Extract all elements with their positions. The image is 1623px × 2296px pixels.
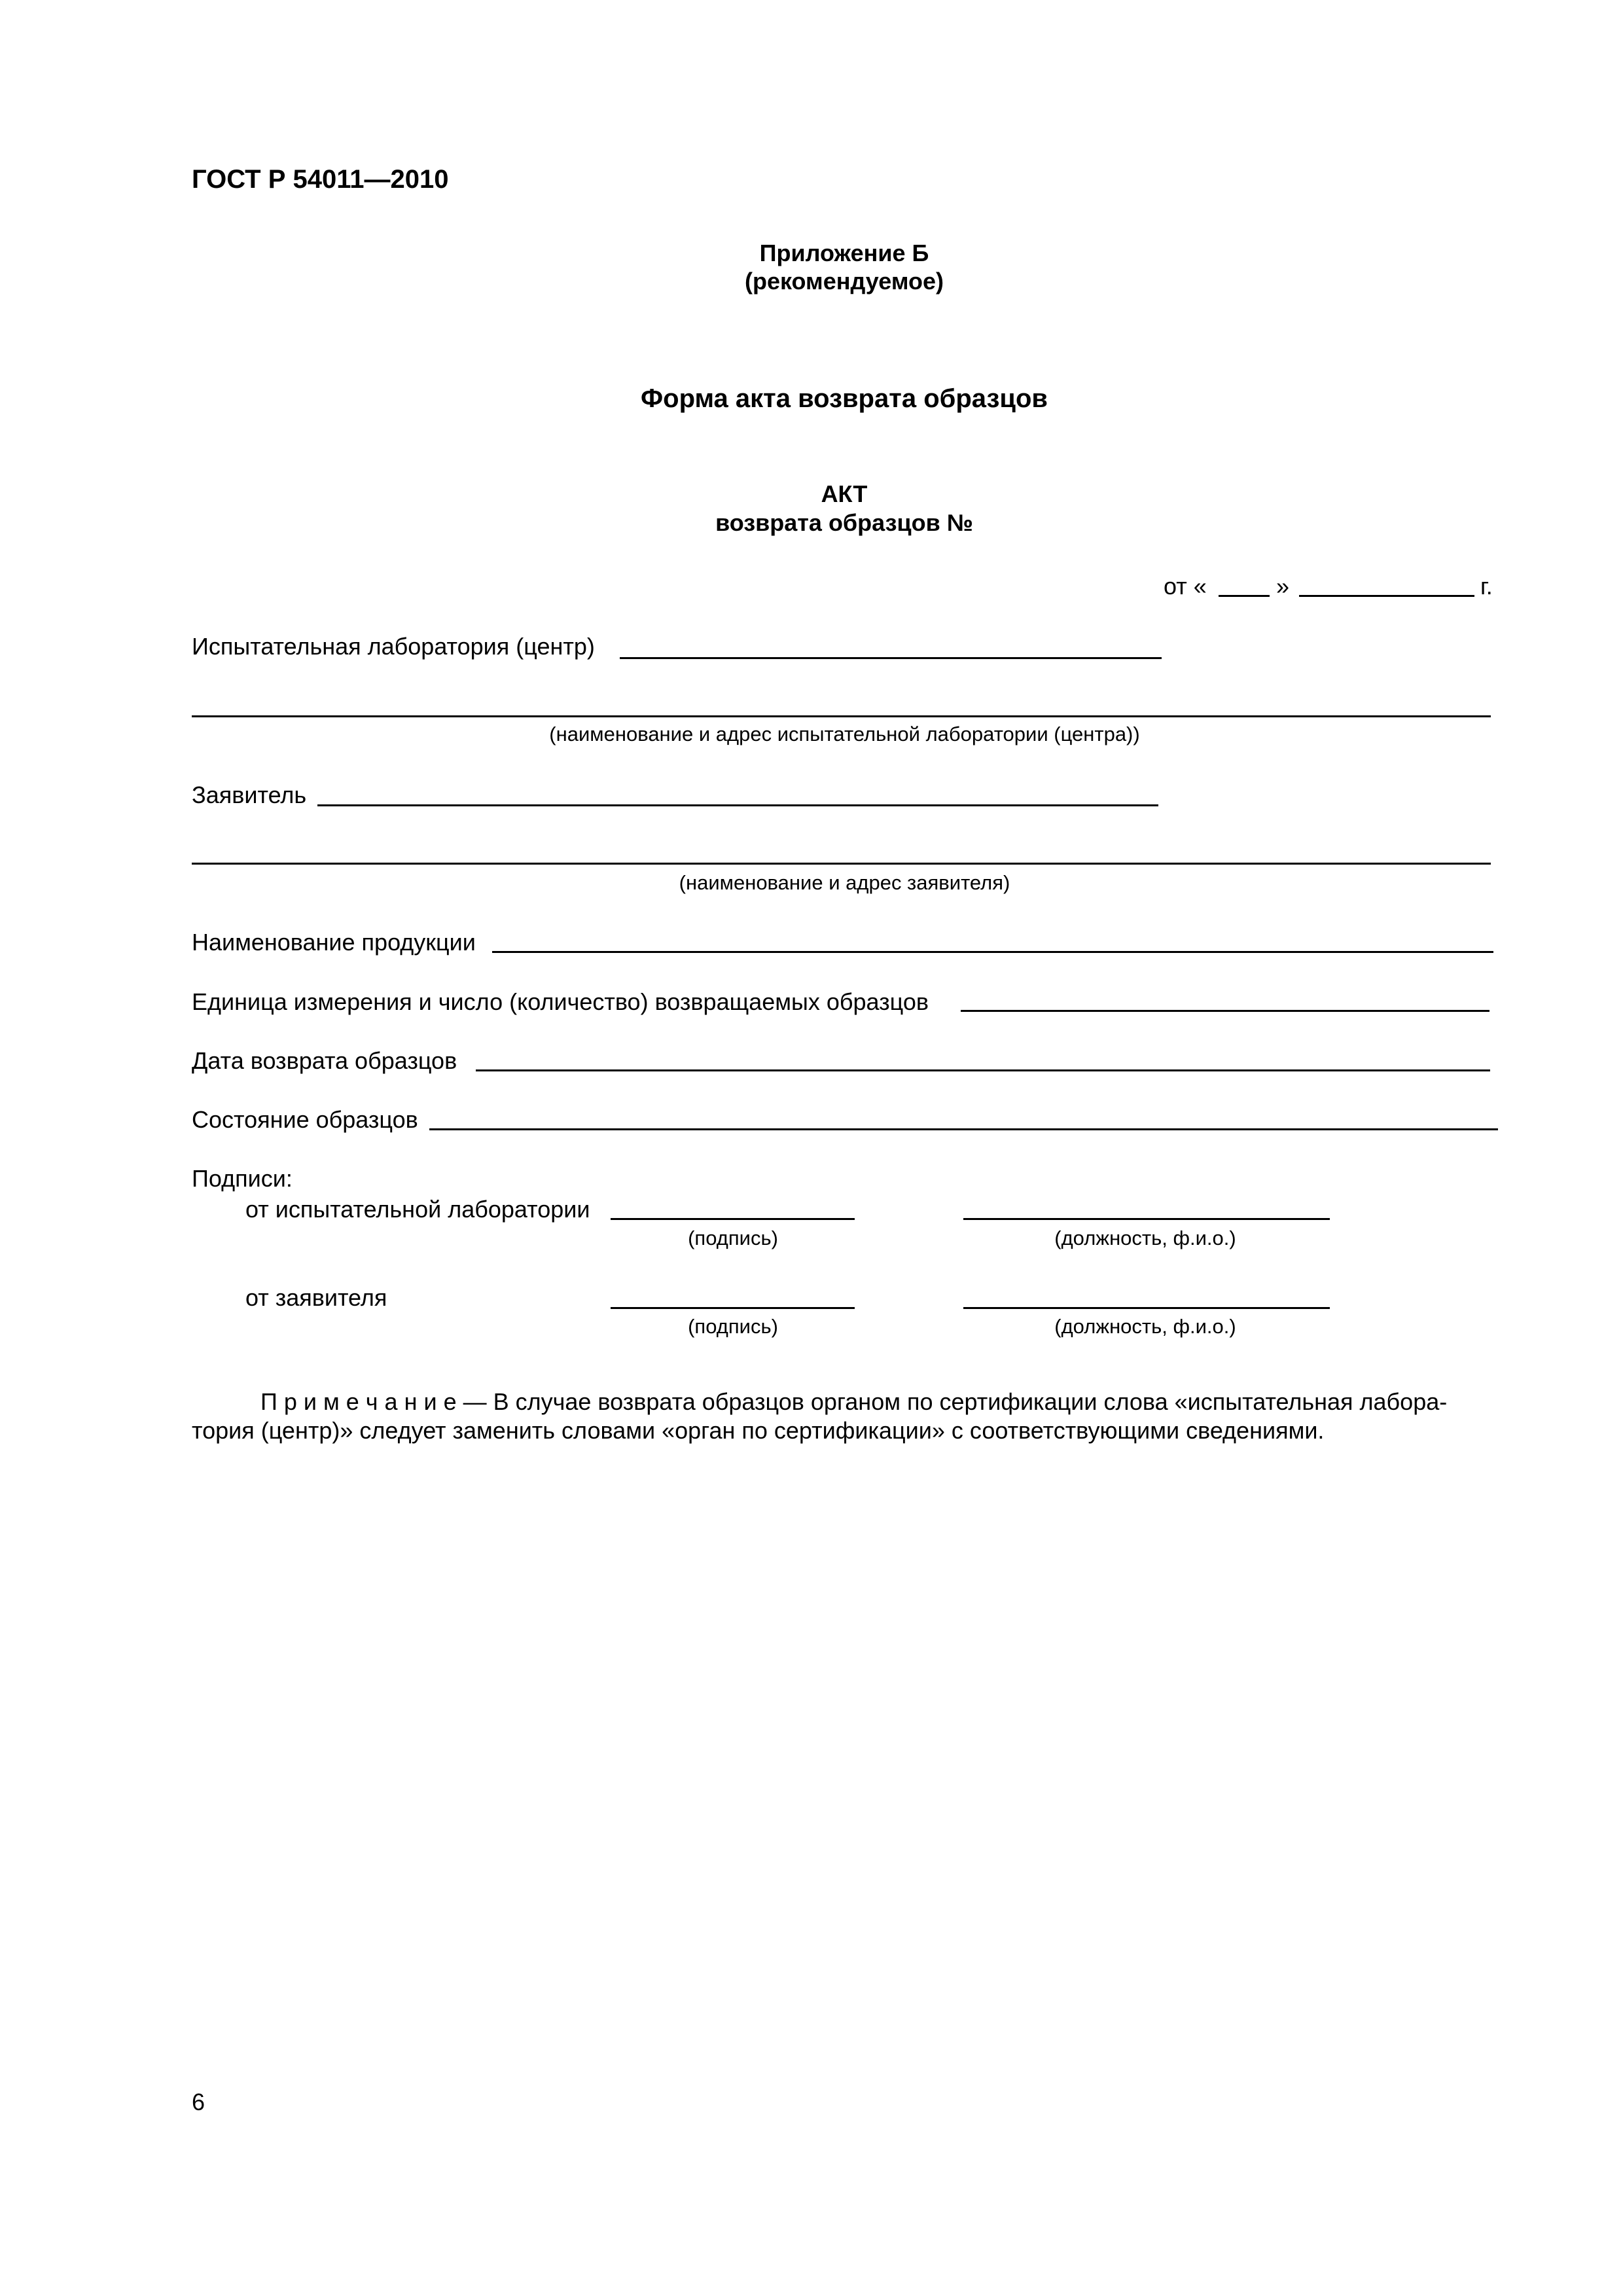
date-mid: » (1276, 573, 1290, 600)
applicant-field[interactable] (317, 804, 1158, 806)
sign-applicant-label: от заявителя (245, 1284, 387, 1311)
sign-lab-position-caption: (должность, ф.и.о.) (1054, 1227, 1236, 1249)
sign-applicant-position-caption: (должность, ф.и.о.) (1054, 1315, 1236, 1338)
date-suffix: г. (1480, 573, 1493, 600)
sign-lab-signature-field[interactable] (611, 1218, 855, 1220)
form-title: Форма акта возврата образцов (641, 384, 1048, 413)
date-day-field[interactable] (1219, 595, 1270, 597)
lab-field[interactable] (620, 657, 1162, 659)
units-field[interactable] (961, 1010, 1489, 1012)
return-date-field[interactable] (476, 1069, 1490, 1071)
sign-lab-position-field[interactable] (963, 1218, 1330, 1220)
date-prefix: от « (1164, 573, 1207, 600)
sign-applicant-signature-field[interactable] (611, 1307, 855, 1309)
condition-field[interactable] (429, 1128, 1498, 1130)
appendix-status: (рекомендуемое) (745, 268, 944, 295)
units-label: Единица измерения и число (количество) возвращаемых образцов (192, 988, 929, 1015)
note-block (192, 1388, 1494, 1445)
note-text-1: В случае возврата образцов органом по сертификации слова «испытательная лабора- (493, 1388, 1448, 1415)
condition-label: Состояние образцов (192, 1106, 418, 1133)
signatures-heading: Подписи: (192, 1165, 293, 1192)
standard-designation: ГОСТ Р 54011—2010 (192, 165, 449, 194)
act-subtitle: возврата образцов № (715, 509, 973, 536)
product-label: Наименование продукции (192, 929, 476, 956)
date-month-field[interactable] (1299, 595, 1474, 597)
lab-caption: (наименование и адрес испытательной лаборатории (центра)) (549, 723, 1140, 745)
lab-address-field[interactable] (192, 715, 1491, 717)
applicant-address-field[interactable] (192, 863, 1491, 865)
sign-applicant-signature-caption: (подпись) (688, 1315, 778, 1338)
act-title: АКТ (821, 480, 868, 507)
sign-applicant-position-field[interactable] (963, 1307, 1330, 1309)
sign-lab-signature-caption: (подпись) (688, 1227, 778, 1249)
lab-label: Испытательная лаборатория (центр) (192, 633, 595, 660)
appendix-title: Приложение Б (759, 240, 929, 266)
applicant-label: Заявитель (192, 781, 307, 808)
note-text-2: тория (центр)» следует заменить словами «орган по сертификации» с соответствующими сведениями. (192, 1417, 1325, 1444)
page-number: 6 (192, 2089, 205, 2115)
product-field[interactable] (492, 951, 1493, 953)
return-date-label: Дата возврата образцов (192, 1047, 457, 1074)
note-label: П р и м е ч а н и е — (260, 1388, 487, 1415)
sign-lab-label: от испытательной лаборатории (245, 1196, 590, 1223)
note-line-1 (192, 1388, 1494, 1416)
applicant-caption: (наименование и адрес заявителя) (679, 871, 1010, 894)
